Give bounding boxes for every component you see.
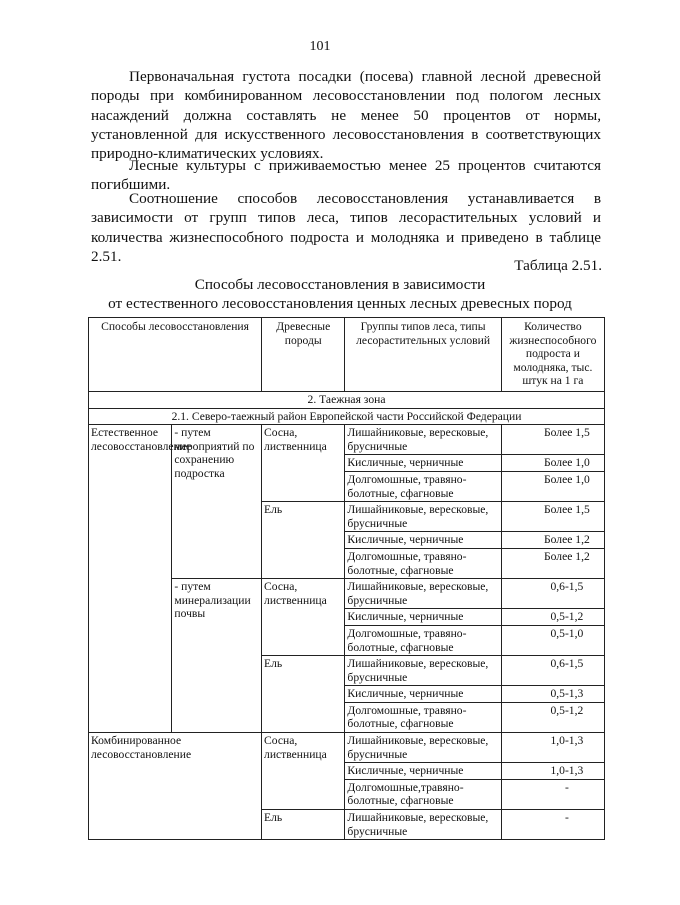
table-row [89,733,605,763]
zone-label: 2. Таежная зона [89,392,605,409]
value-cell: Более 1,2 [501,548,604,578]
value-cell: Более 1,5 [501,425,604,455]
table-row [89,425,605,455]
species-cell: Сосна, лиственница [262,579,345,656]
forest-type-cell: Кисличные, черничные [345,532,501,549]
forest-type-cell: Кисличные, черничные [345,763,501,780]
forest-type-cell: Лишайниковые, вересковые, брусничные [345,656,501,686]
value-cell: 0,5-1,2 [501,702,604,732]
header-species: Древесные породы [262,318,345,392]
forest-type-cell: Долгомошные, травяно-болотные, сфагновые [345,702,501,732]
forest-type-cell: Долгомошные, травяно-болотные, сфагновые [345,471,501,501]
forest-type-cell: Долгомошные, травяно-болотные, сфагновые [345,548,501,578]
table-title-line2: от естественного лесовосстановления ценных лесных древесных пород [108,295,572,312]
value-cell: 1,0-1,3 [501,733,604,763]
forest-type-cell: Долгомошные, травяно-болотные, сфагновые [345,625,501,655]
species-cell: Ель [262,502,345,579]
table-label: Таблица 2.51. [514,257,602,274]
region-row [89,408,605,425]
paragraph-methods-ratio: Соотношение способов лесовосстановления устанавливается в зависимости от групп типов леса, типов лесорастительных условий и количества жизнеспособного подроста и молодняка и приведено в таблице 2.51. [91,190,601,265]
forest-type-cell: Лишайниковые, вересковые, брусничные [345,810,501,840]
forest-type-cell: Лишайниковые, вересковые, брусничные [345,579,501,609]
table-title-line1: Способы лесовосстановления в зависимости [194,276,486,293]
table-header-row [89,318,605,392]
reforestation-methods-table [88,317,605,840]
submethod-mineralization: - путем минерализации почвы [172,579,262,733]
submethod-preservation: - путем мероприятий по сохранению подростка [172,425,262,579]
method-combined: Комбинированное лесовосстановление [89,733,262,840]
value-cell: 0,5-1,3 [501,686,604,703]
zone-row [89,392,605,409]
region-label: 2.1. Северо-таежный район Европейской части Российской Федерации [89,408,605,425]
header-quantity: Количество жизнеспособного подроста и молодняка, тыс. штук на 1 га [501,318,604,392]
method-natural: Естественное лесовосстановление [89,425,172,733]
forest-type-cell: Лишайниковые, вересковые, брусничные [345,502,501,532]
value-cell: 0,6-1,5 [501,656,604,686]
species-cell: Ель [262,810,345,840]
value-cell: 0,6-1,5 [501,579,604,609]
forest-type-cell: Лишайниковые, вересковые, брусничные [345,425,501,455]
forest-type-cell: Кисличные, черничные [345,455,501,472]
value-cell: - [501,779,604,809]
page-number: 101 [309,39,331,54]
value-cell: Более 1,5 [501,502,604,532]
value-cell: 1,0-1,3 [501,763,604,780]
forest-type-cell: Кисличные, черничные [345,686,501,703]
paragraph-survival-rate: Лесные культуры с приживаемостью менее 25 процентов считаются погибшими. [91,157,601,194]
paragraph-planting-density: Первоначальная густота посадки (посева) главной лесной древесной породы при комбинированном лесовосстановлении под пологом лесных насаждений должна составлять не менее 50 процентов от нормы, установленной для искусственного лесовосстановления в соответствующих природно-климатических условиях. [91,68,601,163]
value-cell: Более 1,0 [501,455,604,472]
forest-type-cell: Кисличные, черничные [345,609,501,626]
forest-type-cell: Лишайниковые, вересковые, брусничные [345,733,501,763]
forest-type-cell: Долгомошные,травяно-болотные, сфагновые [345,779,501,809]
species-cell: Сосна, лиственница [262,733,345,810]
header-methods: Способы лесовосстановления [89,318,262,392]
species-cell: Ель [262,656,345,733]
value-cell: 0,5-1,0 [501,625,604,655]
header-forest-types: Группы типов леса, типы лесорастительных условий [345,318,501,392]
value-cell: 0,5-1,2 [501,609,604,626]
species-cell: Сосна, лиственница [262,425,345,502]
value-cell: - [501,810,604,840]
value-cell: Более 1,2 [501,532,604,549]
value-cell: Более 1,0 [501,471,604,501]
